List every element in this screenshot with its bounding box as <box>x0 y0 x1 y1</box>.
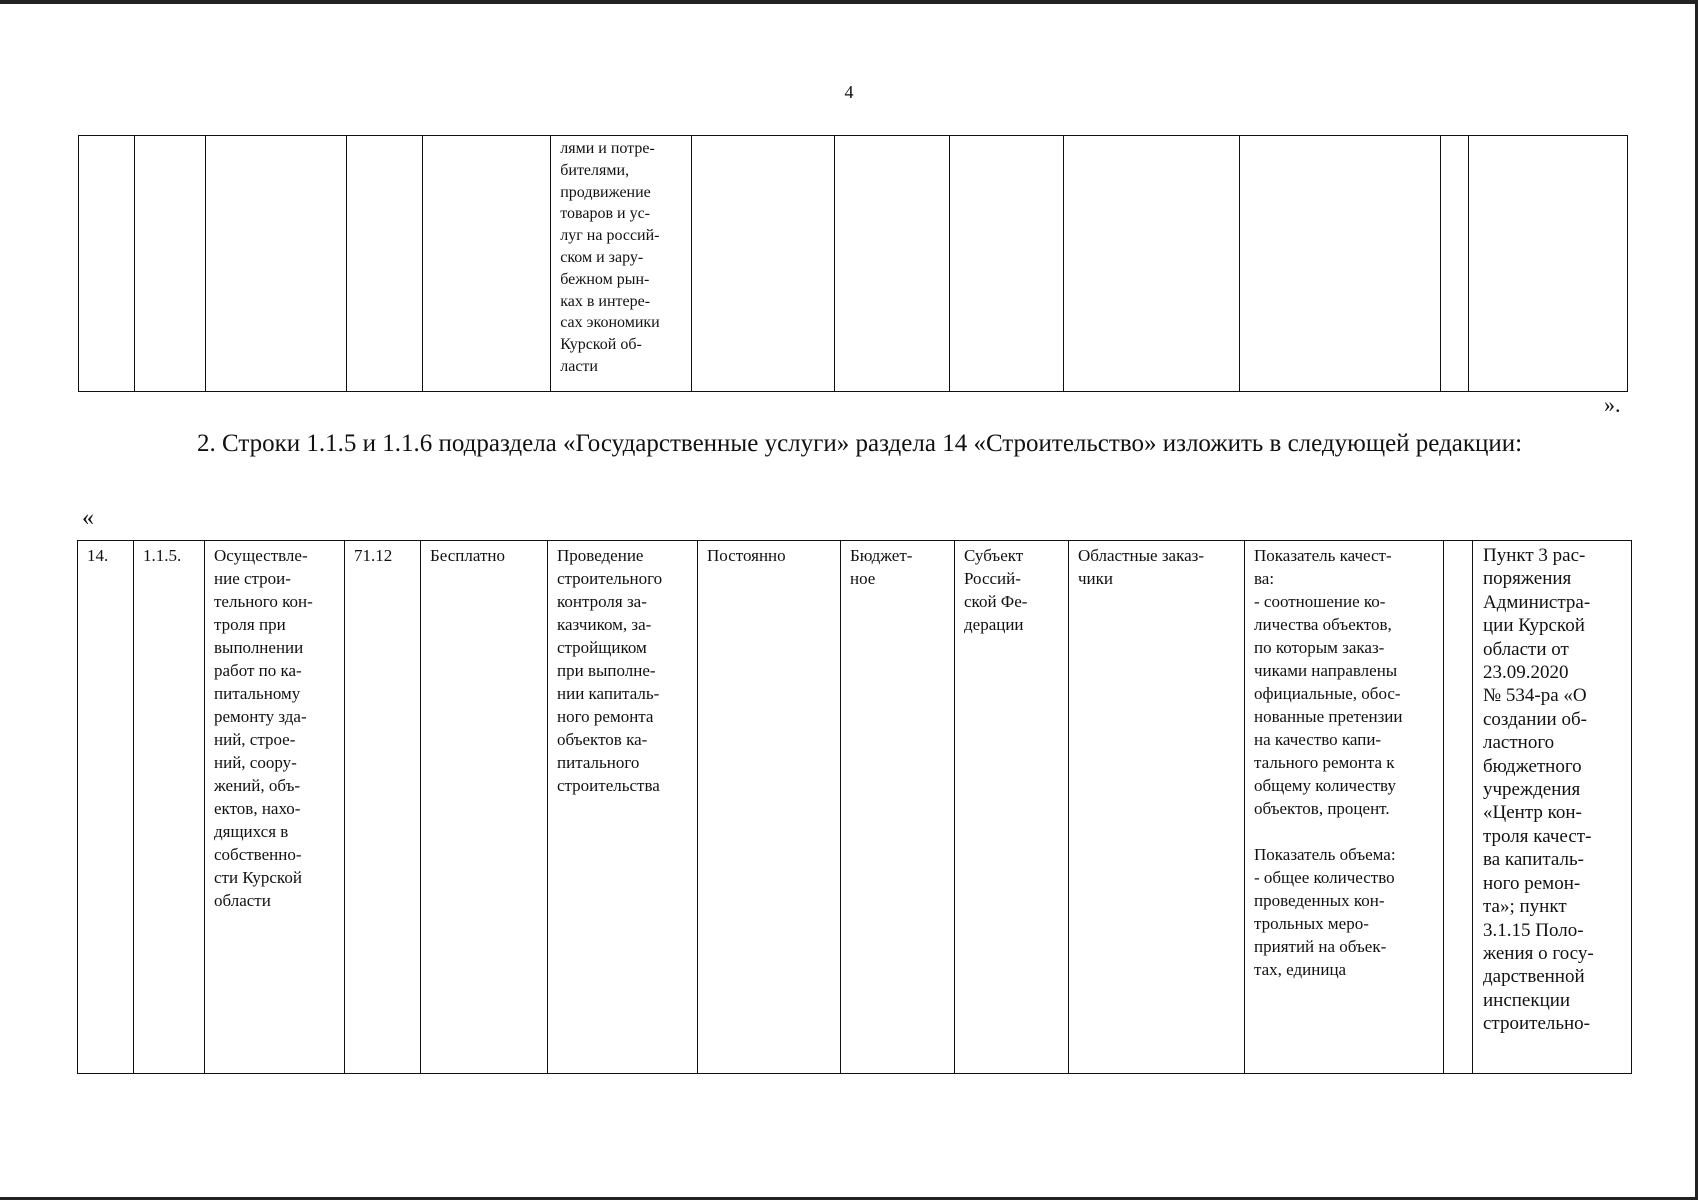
payment-cell: Бесплатно <box>421 541 548 1074</box>
table-cell <box>1240 136 1441 392</box>
service-name-cell: Осуществле- ние строи- тельного кон- троля при выполнении работ по ка- питальному ремонту зда- ний, строе- ний, соору- жений, объ- ектов, нахо- дящихся в собственно- сти Курской области <box>205 541 345 1074</box>
services-table <box>77 540 1632 1074</box>
indicators-cell: Показатель качест- ва: - соотношение ко- личества объектов, по которым заказ- чиками направлены официальные, обос- нованные претензии на качество капи- тального ремонта к общему количеству объектов, процент. Показатель объема: - общее количество проведенных кон- трольных меро- приятий на объек- тах, единица <box>1245 541 1444 1074</box>
table-cell <box>1444 541 1473 1074</box>
table-cell <box>1469 136 1628 392</box>
okved-cell: 71.12 <box>345 541 421 1074</box>
table-cell <box>79 136 135 392</box>
table-cell <box>1441 136 1469 392</box>
table-cell <box>347 136 423 392</box>
table-cell <box>949 136 1063 392</box>
page-number: 4 <box>844 82 854 102</box>
table-row <box>78 541 1632 1074</box>
legal-basis-cell: Пункт 3 рас- поряжения Администра- ции Курской области от 23.09.2020 № 534-ра «О создании об- ластного бюджетного учреждения «Центр кон- троля качест- ва капиталь- ного ремон- та»; пункт 3.1.15 Поло- жения о госу- дарственной инспекции строительно- <box>1473 541 1632 1074</box>
section-number-cell: 14. <box>78 541 134 1074</box>
table-cell <box>691 136 834 392</box>
closing-quote: ». <box>1604 392 1621 417</box>
table-cell <box>1063 136 1240 392</box>
frequency-cell: Постоянно <box>698 541 841 1074</box>
goal-text-cell: лями и потре- бителями, продвижение товаров и ус- луг на россий- ском и зару- бежном рын- ках в интере- сах экономики Курской об- ласти <box>551 136 691 392</box>
institution-type-cell: Бюджет- ное <box>841 541 955 1074</box>
amendment-paragraph: 2. Строки 1.1.5 и 1.1.6 подраздела «Государственные услуги» раздела 14 «Строительство» изложить в следующей редакции: <box>197 430 1523 457</box>
content-cell: Проведение строительного контроля за- казчиком, за- стройщиком при выполне- нии капиталь- ного ремонта объектов ка- питального строительства <box>548 541 698 1074</box>
table-cell <box>834 136 949 392</box>
table-cell <box>134 136 206 392</box>
table-row <box>79 136 1628 392</box>
item-number-cell: 1.1.5. <box>134 541 205 1074</box>
founder-cell: Субъект Россий- ской Фе- дерации <box>955 541 1069 1074</box>
continuation-table <box>78 135 1628 392</box>
consumers-cell: Областные заказ- чики <box>1069 541 1245 1074</box>
opening-quote: « <box>82 505 94 531</box>
table-cell <box>423 136 551 392</box>
table-cell <box>206 136 347 392</box>
